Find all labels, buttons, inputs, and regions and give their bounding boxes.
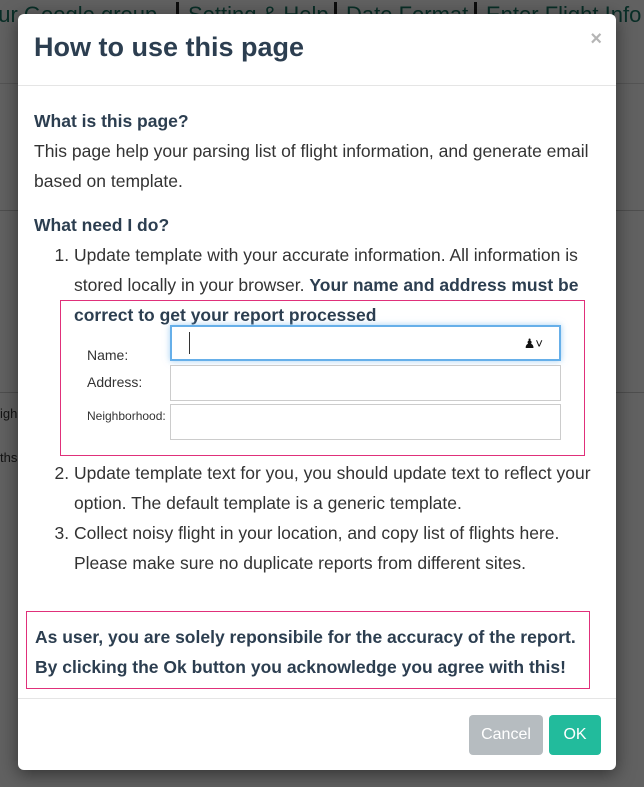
need-heading: What need I do? xyxy=(34,215,170,235)
help-modal xyxy=(18,14,616,770)
cancel-button[interactable]: Cancel xyxy=(469,715,543,755)
modal-body xyxy=(34,106,602,330)
modal-header xyxy=(18,14,616,86)
agreement-warning: As user, you are solely reponsibile for the accuracy of the report. By clicking the Ok button you acknowledge you agree with this! xyxy=(26,611,590,689)
what-heading: What is this page? xyxy=(34,111,189,131)
neighborhood-input[interactable] xyxy=(170,404,561,440)
user-info-form xyxy=(60,300,585,456)
contact-autofill-icon[interactable]: ♟˅ xyxy=(523,336,543,351)
steps-continued xyxy=(34,458,602,578)
steps-list-continued xyxy=(74,458,602,578)
address-label: Address: xyxy=(87,374,143,390)
modal-footer xyxy=(18,698,616,770)
step-3: 3. Collect noisy flight in your location, and copy list of flights here. Please make sure no duplicate reports from different sites. xyxy=(74,518,602,578)
close-icon[interactable]: × xyxy=(590,28,602,50)
what-text: This page help your parsing list of flight information, and generate email based on template. xyxy=(34,141,589,191)
step-1-text: Update template with your accurate information. All information is stored locally in your browser. xyxy=(74,245,578,295)
step-1-bold: Your name and address must be correct to get your report processed xyxy=(74,275,579,325)
name-label: Name: xyxy=(87,347,129,363)
step-2: 2. Update template text for you, you should update text to reflect your option. The default template is a generic template. xyxy=(74,458,602,518)
ok-button[interactable]: OK xyxy=(549,715,601,755)
neighborhood-label: Neighborhood: xyxy=(87,409,166,423)
name-input[interactable] xyxy=(170,325,561,361)
modal-title: How to use this page xyxy=(34,32,305,62)
address-input[interactable] xyxy=(170,365,561,401)
text-caret xyxy=(189,332,190,354)
